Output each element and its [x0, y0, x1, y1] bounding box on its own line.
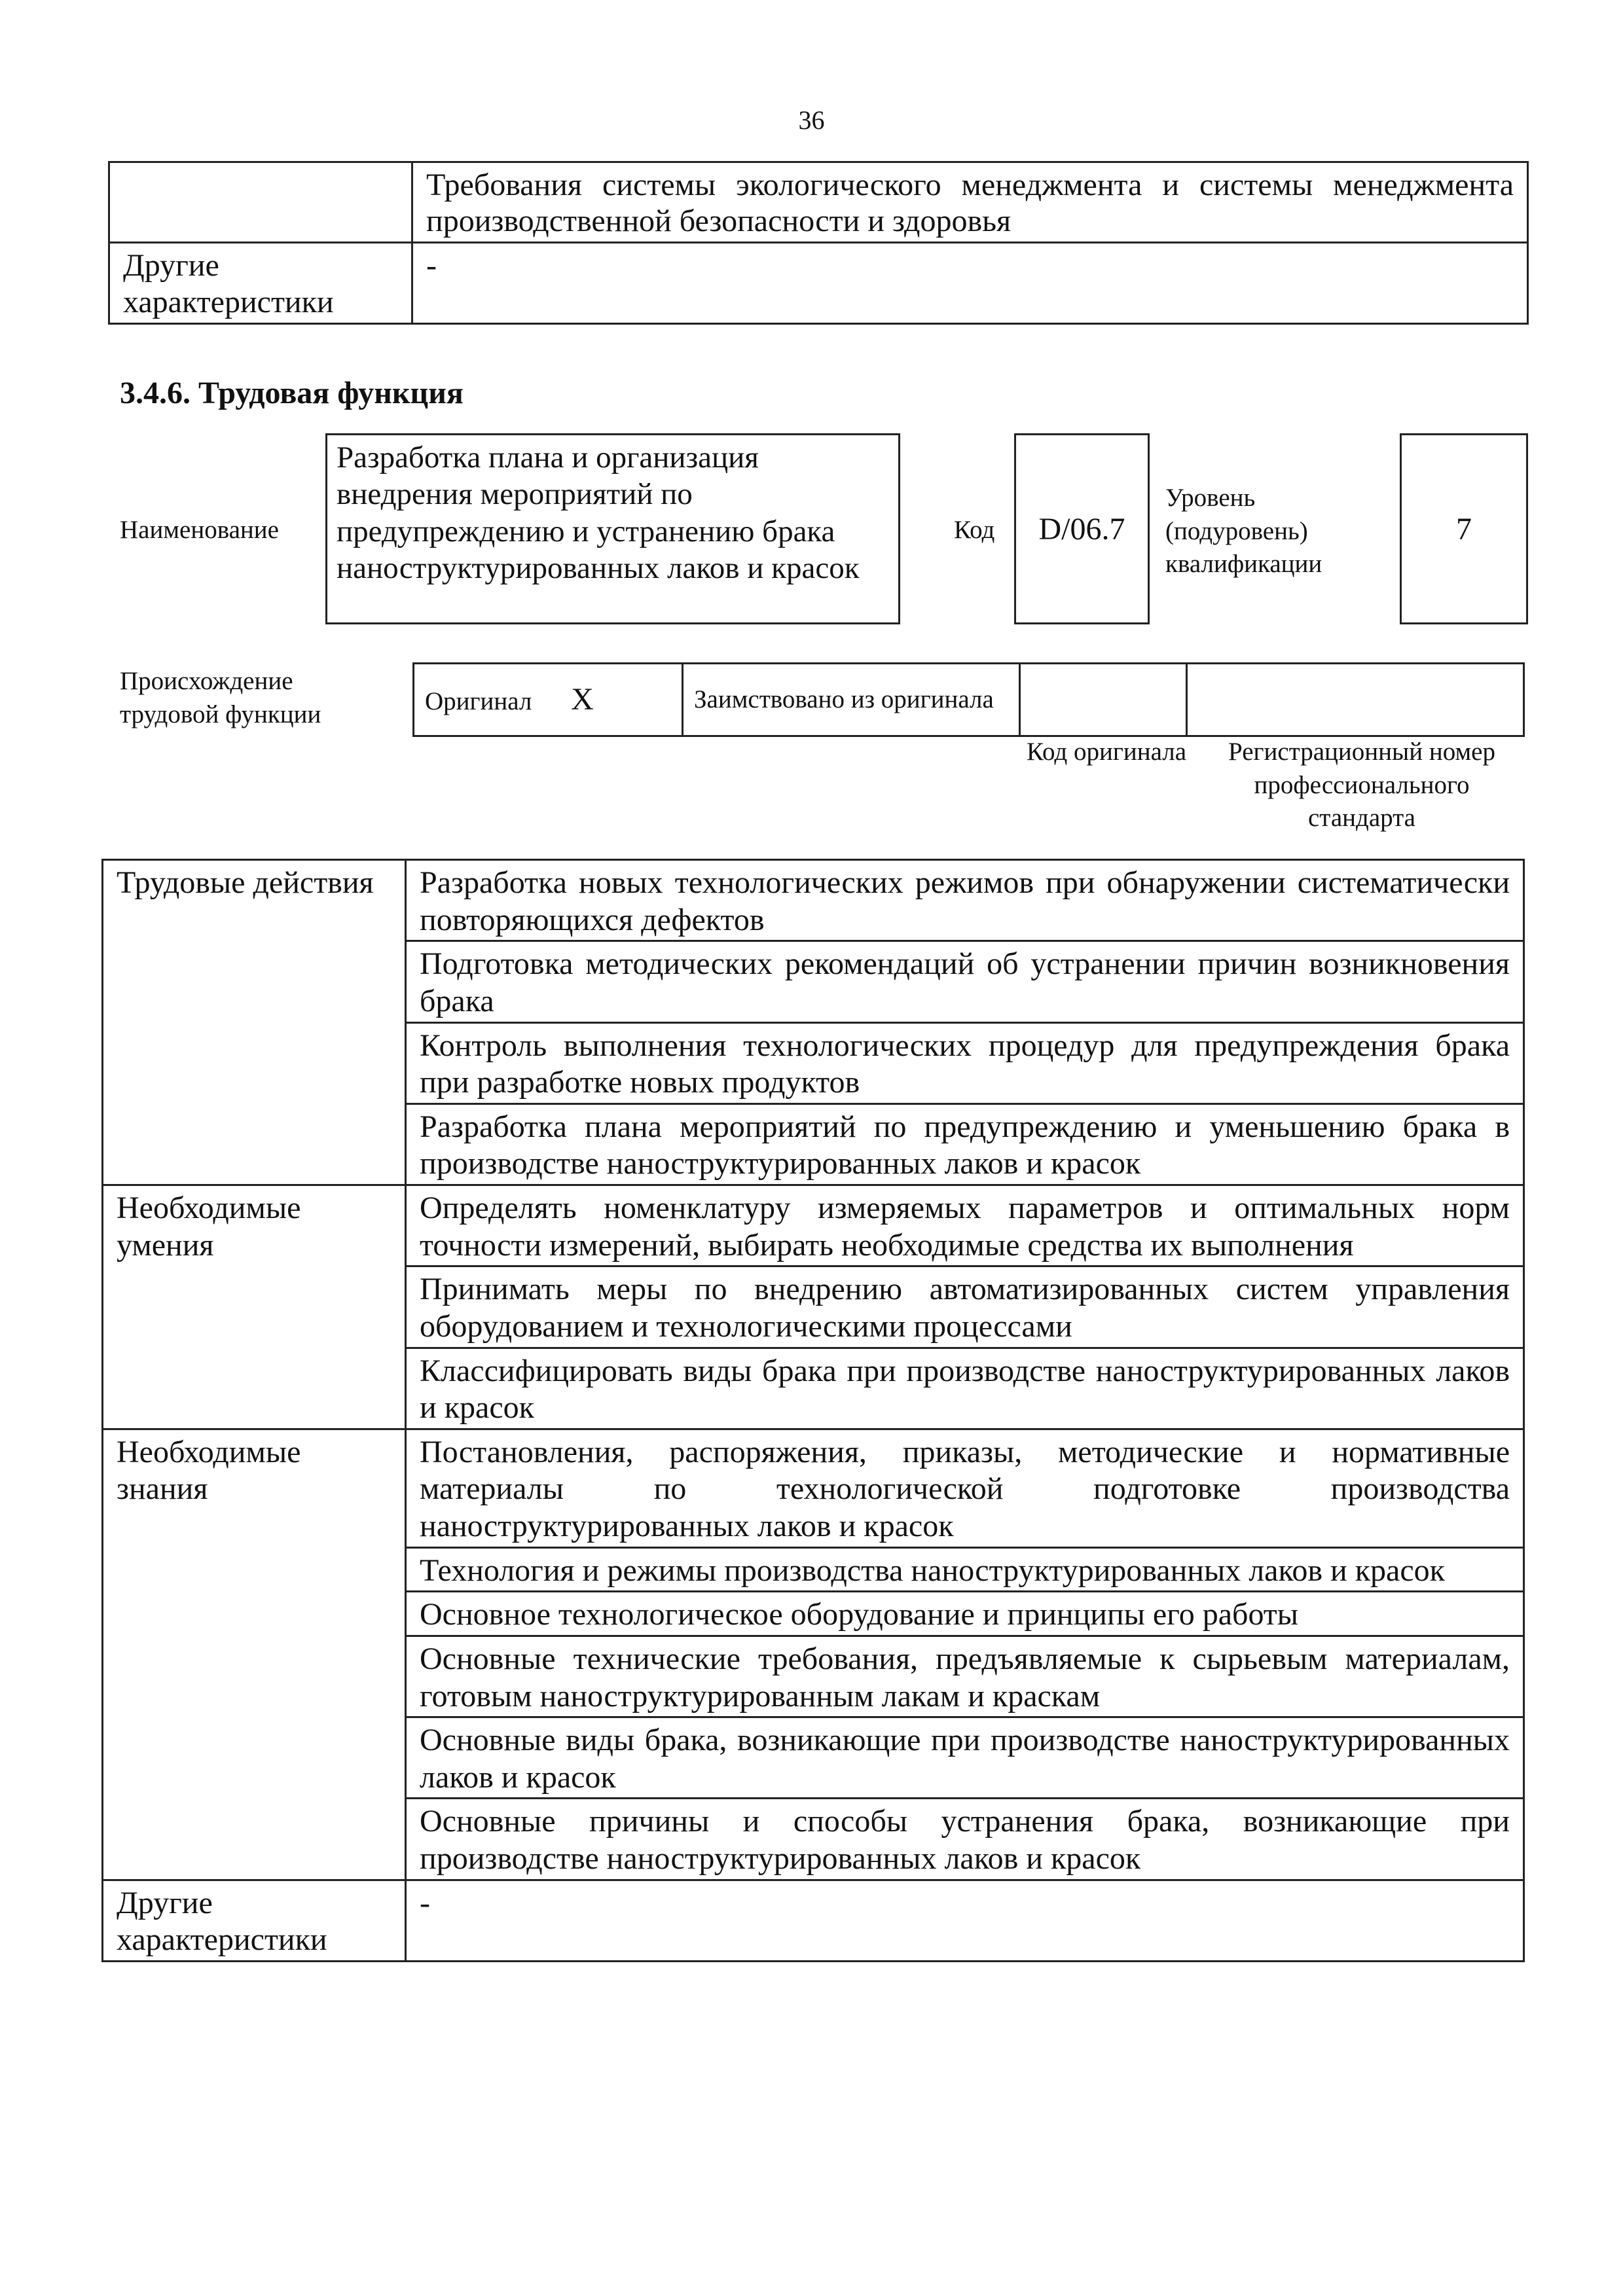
function-name-box: Разработка плана и организация внедрения мероприятий по предупреждению и устранению брака наноструктурированных лаков и красок — [325, 433, 900, 624]
row-value: Требования системы экологического менеджмента и системы менеджмента производственной безопасности и здоровья — [412, 162, 1528, 243]
group-label-skills: Необходимые умения — [103, 1185, 406, 1429]
row-label: Другие характеристики — [109, 243, 412, 323]
original-cell — [414, 664, 683, 736]
original-code-cell — [1020, 664, 1187, 736]
list-item: Основные причины и способы устранения брака, возникающие при производстве наноструктурированных лаков и красок — [406, 1799, 1524, 1880]
list-item: Контроль выполнения технологических процедур для предупреждения брака при разработке новых продуктов — [406, 1022, 1524, 1103]
group-label-knowledge: Необходимые знания — [103, 1429, 406, 1880]
page-number: 36 — [798, 105, 825, 135]
origin-label: Происхождение трудовой функции — [120, 667, 321, 728]
code-value: D/06.7 — [1038, 511, 1125, 547]
table-row — [109, 162, 1528, 243]
origin-table — [412, 662, 1525, 737]
table-row — [109, 243, 1528, 323]
code-original-caption: Код оригинала — [1026, 738, 1187, 766]
list-item: Принимать меры по внедрению автоматизированных систем управления оборудованием и технологическими процессами — [406, 1266, 1524, 1348]
table-row — [103, 1185, 1524, 1266]
function-details-table — [101, 859, 1525, 1962]
section-heading: 3.4.6. Трудовая функция — [120, 376, 464, 410]
list-item: Определять номенклатуру измеряемых параметров и оптимальных норм точности измерений, выбирать необходимые средства их выполнения — [406, 1185, 1524, 1266]
list-item: Основные виды брака, возникающие при производстве наноструктурированных лаков и красок — [406, 1717, 1524, 1799]
table-row — [103, 1880, 1524, 1961]
original-label: Оригинал — [425, 687, 532, 715]
group-label-actions: Трудовые действия — [103, 860, 406, 1185]
reg-number-cell — [1187, 664, 1524, 736]
row-label — [109, 162, 412, 243]
list-item: Разработка новых технологических режимов при обнаружении систематически повторяющихся дефектов — [406, 860, 1524, 941]
list-item: Технология и режимы производства наноструктурированных лаков и красок — [406, 1547, 1524, 1592]
name-label: Наименование — [120, 516, 279, 544]
list-item: Постановления, распоряжения, приказы, методические и нормативные материалы по технологической подготовке производства наноструктурированных лаков и красок — [406, 1429, 1524, 1547]
table-row — [414, 664, 1524, 736]
table-row — [103, 860, 1524, 941]
continued-table — [108, 161, 1529, 325]
code-value-box — [1014, 433, 1150, 624]
table-row — [103, 1429, 1524, 1547]
code-label: Код — [954, 516, 995, 544]
reg-number-caption: Регистрационный номер профессионального стандарта — [1228, 738, 1495, 833]
list-item: Основные технические требования, предъявляемые к сырьевым материалам, готовым наноструктурированным лакам и краскам — [406, 1636, 1524, 1717]
list-item: Основное технологическое оборудование и принципы его работы — [406, 1592, 1524, 1636]
group-label-other: Другие характеристики — [103, 1880, 406, 1961]
level-value: 7 — [1456, 511, 1472, 547]
list-item: - — [406, 1880, 1524, 1961]
list-item: Подготовка методических рекомендаций об устранении причин возникновения брака — [406, 941, 1524, 1022]
original-mark: X — [571, 681, 594, 717]
list-item: Классифицировать виды брака при производстве наноструктурированных лаков и красок — [406, 1348, 1524, 1429]
list-item: Разработка плана мероприятий по предупреждению и уменьшению брака в производстве наноструктурированных лаков и красок — [406, 1103, 1524, 1185]
borrowed-cell: Заимствовано из оригинала — [683, 664, 1020, 736]
row-value: - — [412, 243, 1528, 323]
level-value-box — [1400, 433, 1528, 624]
level-label: Уровень (подуровень) квалификации — [1165, 484, 1322, 579]
